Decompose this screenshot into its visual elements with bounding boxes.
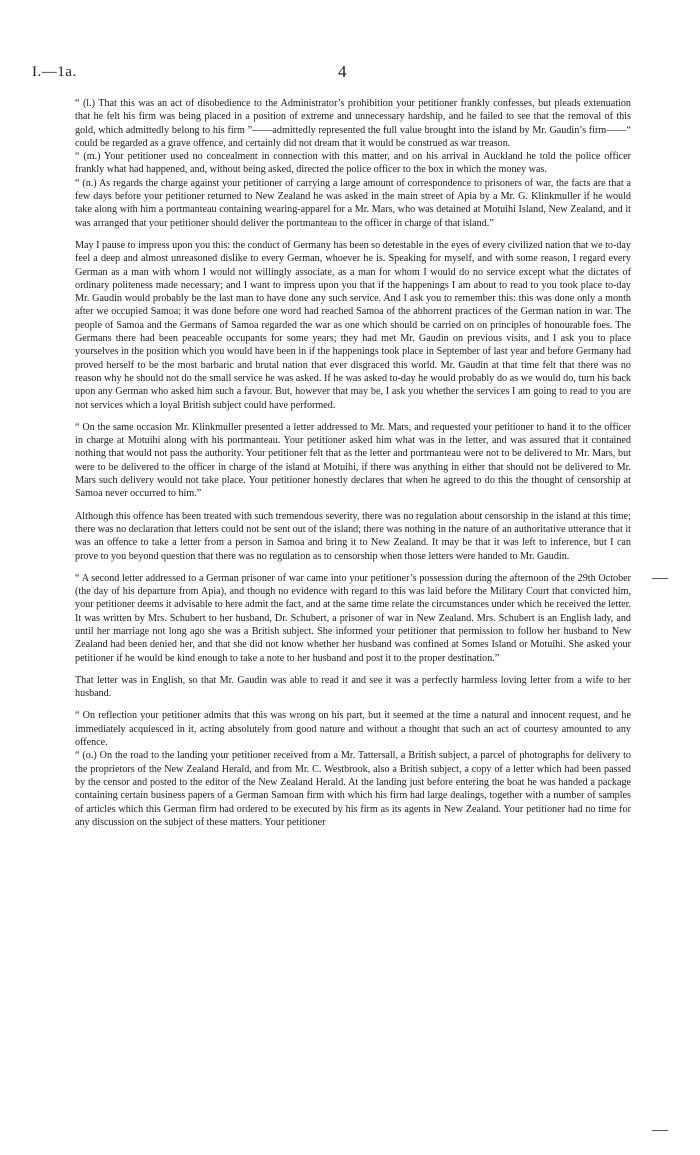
- paragraph-english-letter: That letter was in English, so that Mr. Gaudin was able to read it and see it was a perfectly harmless loving letter from a wife to her husband.: [75, 674, 631, 700]
- document-body: [75, 97, 631, 829]
- paragraph-second-letter: “ A second letter addressed to a German prisoner of war came into your petitioner’s possession during the afternoon of the 29th October (the day of his departure from Apia), and though no evidence with regard to this was laid before the Military Court that convicted him, your petitioner deems it advisable to here admit the fact, and at the same time relate the circumstances under which he received the letter. It was written by Mrs. Schubert to her husband, Dr. Schubert, a prisoner of war in New Zealand. Mrs. Schubert is an English lady, and until her marriage not long ago she was a British subject. She informed your petitioner that permission to follow her husband to New Zealand had been denied her, and that she did not know whether her husband was confined at Somes Island or Motuihi. She asked your petitioner if he would be kind enough to take a note to her husband and post it to the proper destination.”: [75, 572, 631, 664]
- paragraph-address-germany: May I pause to impress upon you this: the conduct of Germany has been so detestable in the eyes of every civilized nation that we to-day feel a deep and almost unreasoned dislike to every German, whoever he is. Speaking for myself, and with some reason, I regard every German as a man with whom I would not willingly associate, as a man for whom I would do no service except what the dictates of ordinary politeness made necessary; and I want to impress upon you that if the happenings I am about to read to you took place to-day Mr. Gaudin would probably be the last man to have done any such service. And I ask you to remember this: this was done only a month after we occupied Samoa; it was done before one word had reached Samoa of the abhorrent practices of the German nation in war. The people of Samoa and the Germans of Samoa regarded the war as one which should be carried on on principles of honourable foes. The Germans there had been peaceable occupants for some years; they had met Mr. Gaudin on previous visits, and I ask you to place yourselves in the position which you would have been in if the happenings took place in September of last year and before Germany had proved herself to be the most barbaric and brutal nation that ever disgraced this world. Mr. Gaudin at that time felt that there was no reason why he should not do the small service he was asked. If he was asked to-day he would probably do as we would do, turn his back upon any German who asked him such a favour. But, however that may be, I ask you whether the services I am going to read to you are not services which a loyal British subject could have performed.: [75, 239, 631, 411]
- paragraph-m: “ (m.) Your petitioner used no concealment in connection with this matter, and on his arrival in Auckland he told the police officer frankly what had happened, and, without being asked, directed the police officer to the box in which the money was.: [75, 151, 631, 176]
- margin-mark: [652, 578, 668, 579]
- document-reference: I.—1a.: [32, 64, 77, 80]
- paragraph-n: “ (n.) As regards the charge against your petitioner of carrying a large amount of correspondence to prisoners of war, the facts are that a few days before your petitioner returned to New Zealand he was asked in the main street of Apia by a Mr. G. Klinkmuller if he would take along with him a portmanteau containing wearing-apparel for a Mr. Mars, who was detained at Motuihi Island, New Zealand, and it was arranged that your petitioner should deliver the portmanteau to the officer in charge of that island.”: [75, 177, 631, 229]
- paragraph-reflection: “ On reflection your petitioner admits that this was wrong on his part, but it seemed at the time a natural and innocent request, and he immediately acquiesced in it, acting absolutely from good nature and without a thought that such an act of courtesy amounted to any offence.: [75, 710, 631, 749]
- paragraph-o: “ (o.) On the road to the landing your petitioner received from a Mr. Tattersall, a British subject, a parcel of photographs for delivery to the proprietors of the New Zealand Herald, and from Mr. C. Westbrook, also a British subject, a copy of a letter which had been passed by the censor and posted to the editor of the New Zealand Herald. At the landing just before entering the boat he was handed a package containing certain business papers of a German Samoan firm with which his firm had large dealings, together with a number of samples of articles which this German firm had ordered to be executed by his firm as its agents in New Zealand. Your petitioner had no time for any discussion on the subject of these matters. Your petitioner: [75, 750, 631, 828]
- margin-mark: [652, 1130, 668, 1131]
- page-number: 4: [338, 62, 347, 81]
- paragraph-censorship: Although this offence has been treated with such tremendous severity, there was no regulation about censorship in the island at this time; there was no declaration that letters could not be sent out of the island; there was nothing in the nature of an authoritative utterance that it was an offence to take a letter from a person in Samoa and bring it to New Zealand. It may be that it was left to inference, but I can prove to you beyond question that there was no regulation as to censorship when those letters were handed to Mr. Gaudin.: [75, 510, 631, 562]
- paragraph-klinkmuller-letter: “ On the same occasion Mr. Klinkmuller presented a letter addressed to Mr. Mars, and requested your petitioner to hand it to the officer in charge at Motuihi along with his portmanteau. Your petitioner asked him what was in the letter, and was assured that it contained nothing that would not pass the authority. Your petitioner felt that as the letter and portmanteau were not to be delivered to Mr. Mars, but were to be delivered to the officer in charge of the island at Motuihi, if there was anything in either that should not be delivered to Mr. Mars such delivery would not take place. Your petitioner honestly declares that when he agreed to do this the thought of censorship at Samoa never occurred to him.”: [75, 421, 631, 500]
- paragraph-l: “ (l.) That this was an act of disobedience to the Administrator’s prohibition your petitioner frankly confesses, but pleads extenuation that he felt his firm was being placed in a position of extreme and unnecessary hardship, and he failed to see that the removal of this gold, which admittedly belong to his firm ”——admittedly represented the full value brought into the island by Mr. Gaudin’s firm——“ could be regarded as a grave offence, and certainly did not dream that it would be construed as war treason.: [75, 98, 631, 149]
